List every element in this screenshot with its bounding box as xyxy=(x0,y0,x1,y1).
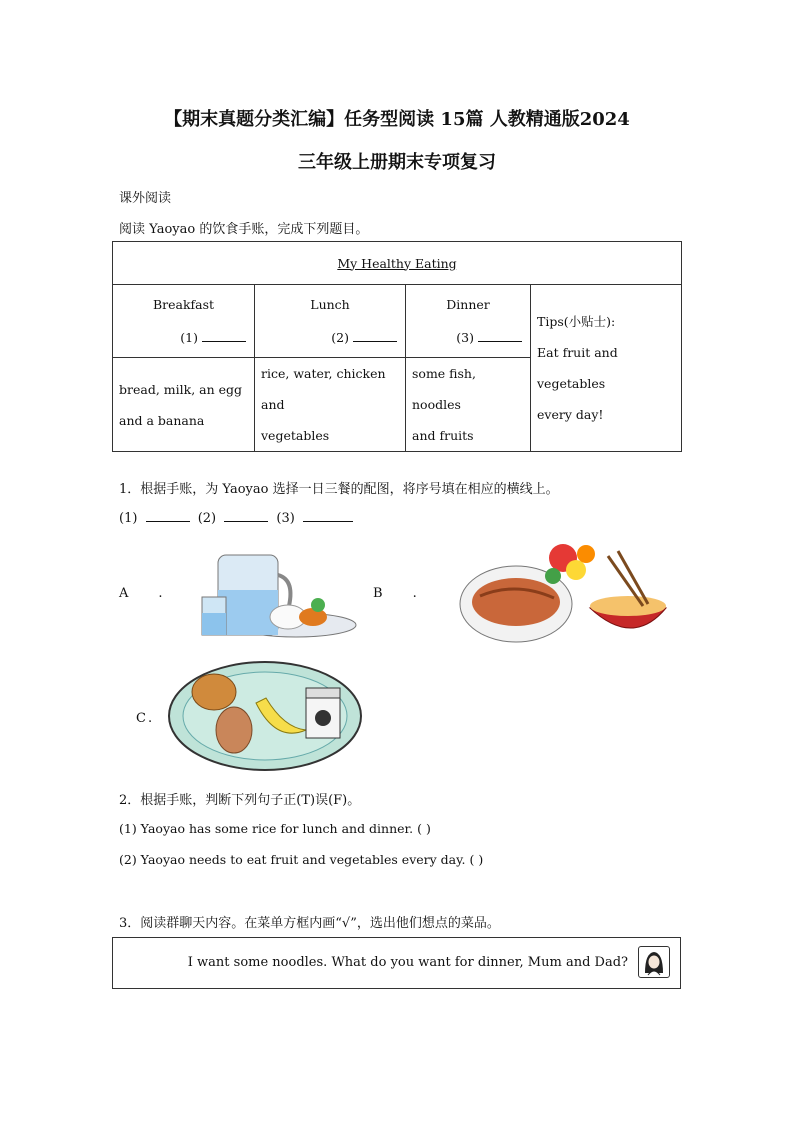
blank-2-answer-line[interactable] xyxy=(353,329,397,342)
blank-2-label: (2) xyxy=(331,330,350,345)
blank-3-label: (3) xyxy=(456,330,475,345)
breakfast-header-cell xyxy=(113,285,255,358)
breakfast-label: Breakfast xyxy=(152,297,215,312)
dinner-header-cell xyxy=(406,285,531,358)
dinner-food-line-2: and fruits xyxy=(412,428,474,443)
breakfast-picture xyxy=(166,658,364,774)
breakfast-food-line-2: and a banana xyxy=(119,412,205,428)
tips-line-2: every day! xyxy=(537,407,604,422)
diary-caption: My Healthy Eating xyxy=(337,255,457,271)
lunch-food-cell xyxy=(255,358,406,452)
tips-line-1: Eat fruit and vegetables xyxy=(537,345,618,391)
option-c-label: C . xyxy=(136,711,153,726)
option-a-label: A . xyxy=(119,586,163,601)
lunch-food-line-2: vegetables xyxy=(261,428,330,443)
blank-1-label: (1) xyxy=(180,330,199,345)
option-a-letter: A xyxy=(119,586,129,601)
option-b-letter: B xyxy=(373,586,383,601)
q1-blank-3-line[interactable] xyxy=(303,509,353,522)
girl-avatar-icon xyxy=(639,947,669,977)
reading-instruction: 阅读 Yaoyao 的饮食手账，完成下列题目。 xyxy=(119,222,369,237)
lunch-label: Lunch xyxy=(310,297,350,312)
document-title-line-1: 【期末真题分类汇编】任务型阅读 15篇 人教精通版2024 xyxy=(164,109,630,130)
q2-statement-2: (2) Yaoyao needs to eat fruit and vegetables every day. ( ) xyxy=(119,852,484,867)
question-2-text: 2．根据手账，判断下列句子正(T)误(F)。 xyxy=(119,793,361,808)
diary-caption-cell xyxy=(113,242,682,285)
lunch-header-cell xyxy=(255,285,406,358)
q2-statement-1: (1) Yaoyao has some rice for lunch and dinner. ( ) xyxy=(119,821,431,836)
dinner-label: Dinner xyxy=(446,297,490,312)
chat-message: I want some noodles. What do you want for dinner, Mum and Dad? xyxy=(187,955,628,970)
breakfast-food-line-1: bread, milk, an egg xyxy=(119,381,243,397)
q1-blank-1-line[interactable] xyxy=(146,509,190,522)
chat-box xyxy=(112,937,681,989)
blank-1-answer-line[interactable] xyxy=(202,329,246,342)
q1-blank-2-label: (2) xyxy=(197,511,217,526)
dinner-food-line-1: some fish, noodles xyxy=(412,366,476,412)
section-label: 课外阅读 xyxy=(119,191,172,206)
avatar xyxy=(638,946,670,978)
dinner-food-cell xyxy=(406,358,531,452)
lunch-picture xyxy=(196,545,358,641)
dinner-picture xyxy=(458,536,672,646)
q1-blank-1-label: (1) xyxy=(119,511,138,526)
q1-blank-2-line[interactable] xyxy=(224,509,268,522)
breakfast-food-cell xyxy=(113,358,255,452)
option-c-letter: C xyxy=(136,711,146,726)
question-1-blanks xyxy=(119,509,353,526)
blank-3-answer-line[interactable] xyxy=(478,329,522,342)
q1-blank-3-label: (3) xyxy=(276,511,295,526)
lunch-food-line-1: rice, water, chicken and xyxy=(261,366,386,412)
document-title-line-2: 三年级上册期末专项复习 xyxy=(298,152,496,173)
option-b-label: B . xyxy=(373,586,417,601)
eating-diary-table xyxy=(112,241,682,452)
tips-cell xyxy=(531,285,682,452)
tips-heading: Tips(小贴士): xyxy=(537,314,616,329)
question-3-text: 3．阅读群聊天内容。在菜单方框内画“√”，选出他们想点的菜品。 xyxy=(119,916,500,931)
question-1-text: 1．根据手账，为 Yaoyao 选择一日三餐的配图，将序号填在相应的横线上。 xyxy=(119,482,559,497)
